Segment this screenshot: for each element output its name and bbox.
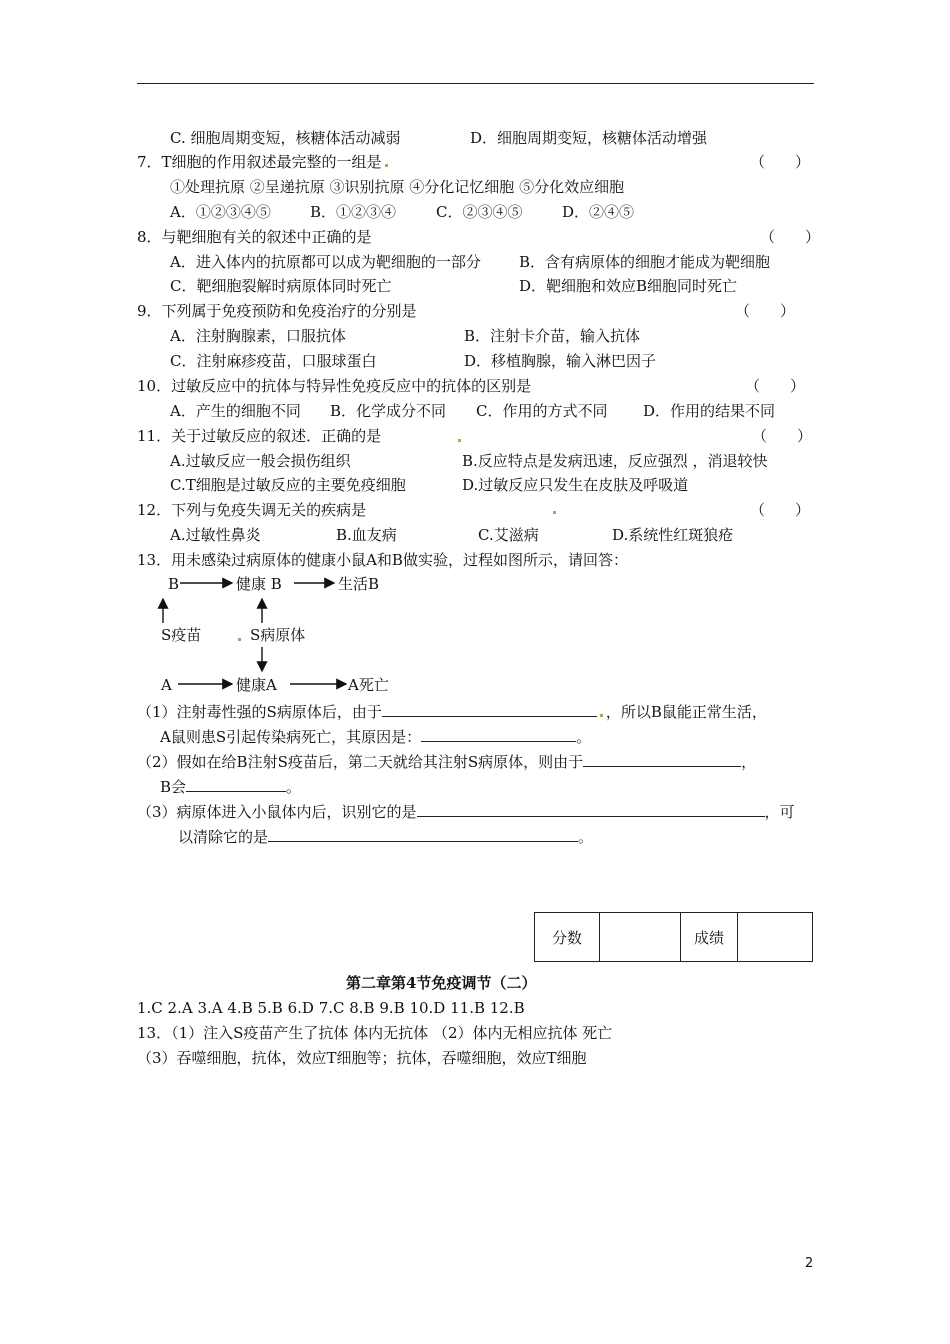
q13-part1-line1: [137, 700, 767, 722]
q11-stem: 11．关于过敏反应的叙述．正确的是: [137, 427, 382, 445]
diagram-node-b: B: [168, 575, 180, 593]
q10-option-c: C．作用的方式不同: [476, 402, 608, 420]
q11-answer-paren: （ ）: [752, 427, 813, 445]
q9-option-a: A．注射胸腺素，口服抗体: [170, 327, 346, 345]
q13-part1-text: （1）注射毒性强的S病原体后，由于: [137, 703, 382, 721]
q11-option-a: A.过敏反应一般会损伤组织: [170, 452, 351, 470]
q10-stem: 10．过敏反应中的抗体与特异性免疫反应中的抗体的区别是: [137, 377, 532, 395]
q9-answer-paren: （ ）: [735, 302, 796, 320]
answer-key-line1: 1.C 2.A 3.A 4.B 5.B 6.D 7.C 8.B 9.B 10.D 11.B 12.B: [137, 999, 525, 1017]
speck-mark: [600, 714, 603, 717]
score-table: [534, 912, 813, 962]
q8-option-b: B．含有病原体的细胞才能成为靶细胞: [519, 253, 771, 271]
q12-stem: 12．下列与免疫失调无关的疾病是: [137, 501, 367, 519]
q12-answer-paren: （ ）: [750, 501, 811, 519]
q7-items: ①处理抗原 ②呈递抗原 ③识别抗原 ④分化记忆细胞 ⑤分化效应细胞: [170, 178, 625, 196]
score-label: 分数: [535, 913, 600, 962]
q13-part1-end: 。: [576, 728, 592, 746]
q10-option-b: B．化学成分不同: [330, 402, 447, 420]
q9-stem: 9．下列属于免疫预防和免疫治疗的分别是: [137, 302, 417, 320]
q7-stem: [137, 152, 391, 172]
q13-part2-result-text: B会: [160, 778, 187, 796]
q13-part1-line2: [160, 725, 591, 747]
answer-blank[interactable]: [417, 800, 765, 817]
q11-option-b: B.反应特点是发病迅速，反应强烈 ，消退较快: [462, 452, 768, 470]
q8-answer-paren: （ ）: [760, 228, 821, 246]
q12-option-c: C.艾滋病: [478, 526, 539, 544]
header-rule: [137, 83, 814, 84]
q7-option-d: D．②④⑤: [562, 203, 635, 221]
diagram-node-a: A: [161, 676, 172, 694]
q13-part1-continuation: ，所以B鼠能正常生活，: [605, 703, 767, 721]
q7-answer-paren: （ ）: [750, 153, 811, 171]
diagram-node-healthy-a: 健康A: [236, 676, 277, 694]
answer-key-line2: 13．（1）注入S疫苗产生了抗体 体内无抗体 （2）体内无相应抗体 死亡: [137, 1024, 613, 1042]
speck-mark: [553, 511, 556, 514]
q10-option-d: D．作用的结果不同: [643, 402, 776, 420]
answer-blank[interactable]: [382, 700, 597, 717]
q9-option-b: B．注射卡介苗，输入抗体: [464, 327, 641, 345]
q10-option-a: A．产生的细胞不同: [170, 402, 301, 420]
answer-key-line3: （3）吞噬细胞，抗体，效应T细胞等；抗体，吞噬细胞，效应T细胞: [137, 1049, 587, 1067]
answer-blank[interactable]: [583, 750, 741, 767]
q6-option-d: D．细胞周期变短，核糖体活动增强: [470, 129, 708, 147]
q10-answer-paren: （ ）: [745, 377, 806, 395]
page-number: 2: [805, 1256, 814, 1271]
answer-blank[interactable]: [421, 725, 576, 742]
grade-cell[interactable]: [738, 913, 813, 962]
speck-mark: [385, 164, 388, 167]
speck-mark: [238, 638, 241, 641]
q13-part3-line2: [178, 825, 593, 847]
q13-part1-reason-text: A鼠则患S引起传染病死亡，其原因是：: [160, 728, 422, 746]
q9-option-d: D．移植胸腺，输入淋巴因子: [464, 352, 657, 370]
q7-option-a: A．①②③④⑤: [170, 203, 271, 221]
answer-blank[interactable]: [186, 775, 286, 792]
q11-option-c: C.T细胞是过敏反应的主要免疫细胞: [170, 476, 406, 494]
q13-part2-line2: [160, 775, 301, 797]
q13-part3-clear-text: 以清除它的是: [178, 828, 269, 846]
q8-option-d: D．靶细胞和效应B细胞同时死亡: [519, 277, 738, 295]
q13-part3-text: （3）病原体进入小鼠体内后，识别它的是: [137, 803, 417, 821]
diagram-node-live-b: 生活B: [338, 575, 380, 593]
q11-option-d: D.过敏反应只发生在皮肤及呼吸道: [462, 476, 689, 494]
answer-key-title: 第二章第4节免疫调节（二）: [346, 974, 537, 992]
answer-blank[interactable]: [268, 825, 578, 842]
q8-option-c: C．靶细胞裂解时病原体同时死亡: [170, 277, 392, 295]
q13-part3-continuation: ，可: [764, 803, 795, 821]
grade-label: 成绩: [681, 913, 738, 962]
speck-mark: [458, 439, 461, 442]
experiment-diagram: [150, 573, 410, 701]
diagram-node-vaccine: S疫苗: [161, 626, 202, 644]
q12-option-b: B.血友病: [336, 526, 397, 544]
q8-stem: 8．与靶细胞有关的叙述中正确的是: [137, 228, 372, 246]
q13-part2-text: （2）假如在给B注射S疫苗后，第二天就给其注射S病原体，则由于: [137, 753, 584, 771]
q12-option-a: A.过敏性鼻炎: [170, 526, 261, 544]
q13-stem: 13．用未感染过病原体的健康小鼠A和B做实验，过程如图所示，请回答：: [137, 551, 628, 569]
q8-option-a: A．进入体内的抗原都可以成为靶细胞的一部分: [170, 253, 481, 271]
q9-option-c: C．注射麻疹疫苗，口服球蛋白: [170, 352, 377, 370]
q13-part2-line1: [137, 750, 756, 772]
q7-stem-text: 7．T细胞的作用叙述最完整的一组是: [137, 153, 382, 171]
score-cell[interactable]: [600, 913, 681, 962]
q6-option-c: C. 细胞周期变短，核糖体活动减弱: [170, 129, 401, 147]
diagram-node-dead-a: A死亡: [348, 676, 389, 694]
diagram-node-pathogen: S病原体: [250, 626, 306, 644]
q13-part3-line1: [137, 800, 795, 822]
q13-part3-end: 。: [578, 828, 594, 846]
q13-part2-comma: ，: [741, 753, 757, 771]
diagram-node-healthy-b: 健康 B: [236, 575, 282, 593]
q13-part2-end: 。: [286, 778, 302, 796]
q12-option-d: D.系统性红斑狼疮: [612, 526, 734, 544]
q7-option-c: C．②③④⑤: [436, 203, 523, 221]
q7-option-b: B．①②③④: [310, 203, 397, 221]
